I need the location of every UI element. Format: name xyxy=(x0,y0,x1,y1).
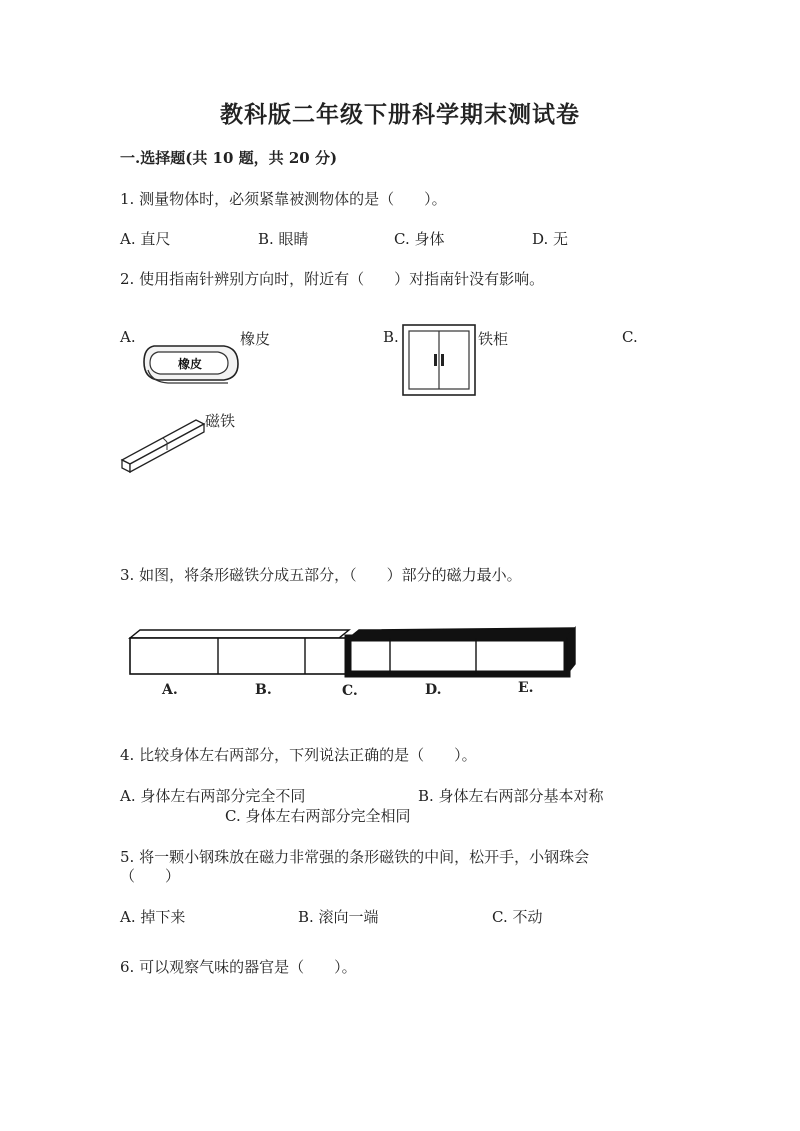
q2-option-b[interactable]: B. xyxy=(383,328,399,346)
q2-option-a-label: 橡皮 xyxy=(240,330,271,348)
bar-magnet-icon xyxy=(118,414,208,476)
question-3-stem: 3. 如图，将条形磁铁分成五部分，（ ）部分的磁力最小。 xyxy=(120,566,522,584)
iron-cabinet-icon xyxy=(400,322,478,398)
question-2-stem: 2. 使用指南针辨别方向时，附近有（ ）对指南针没有影响。 xyxy=(120,270,545,288)
q5-option-a[interactable]: A. 掉下来 xyxy=(120,908,186,926)
q1-option-b[interactable]: B. 眼睛 xyxy=(258,230,309,248)
magnet-label-d: D. xyxy=(425,682,442,698)
page-title: 教科版二年级下册科学期末测试卷 xyxy=(220,101,580,128)
eraser-image-text: 橡皮 xyxy=(177,357,203,371)
section-heading: 一.选择题(共 10 题，共 20 分) xyxy=(120,149,338,167)
q4-option-a[interactable]: A. 身体左右两部分完全不同 xyxy=(120,787,306,805)
q4-option-b[interactable]: B. 身体左右两部分基本对称 xyxy=(418,787,604,805)
q2-option-b-label: 铁柜 xyxy=(478,330,509,348)
magnet-label-e: E. xyxy=(518,680,534,696)
question-6-stem: 6. 可以观察气味的器官是（ ）。 xyxy=(120,958,357,976)
q2-option-c-label: 磁铁 xyxy=(205,412,236,430)
question-4-stem: 4. 比较身体左右两部分，下列说法正确的是（ ）。 xyxy=(120,746,477,764)
eraser-icon xyxy=(138,336,242,388)
q2-option-a[interactable]: A. xyxy=(120,328,136,346)
question-5-stem-cont: （ ） xyxy=(120,867,181,885)
q5-option-b[interactable]: B. 滚向一端 xyxy=(298,908,379,926)
question-5-stem: 5. 将一颗小钢珠放在磁力非常强的条形磁铁的中间，松开手，小钢珠会 xyxy=(120,848,590,866)
magnet-label-a: A. xyxy=(162,682,178,698)
q1-option-a[interactable]: A. 直尺 xyxy=(120,230,171,248)
q1-option-c[interactable]: C. 身体 xyxy=(394,230,445,248)
magnet-label-b: B. xyxy=(255,682,272,698)
question-1-stem: 1. 测量物体时，必须紧靠被测物体的是（ ）。 xyxy=(120,190,447,208)
magnet-label-c: C. xyxy=(342,683,358,699)
segmented-bar-magnet-figure xyxy=(124,622,580,682)
q4-option-c[interactable]: C. 身体左右两部分完全相同 xyxy=(225,807,411,825)
q2-option-c[interactable]: C. xyxy=(622,328,638,346)
q5-option-c[interactable]: C. 不动 xyxy=(492,908,543,926)
q1-option-d[interactable]: D. 无 xyxy=(532,230,569,248)
